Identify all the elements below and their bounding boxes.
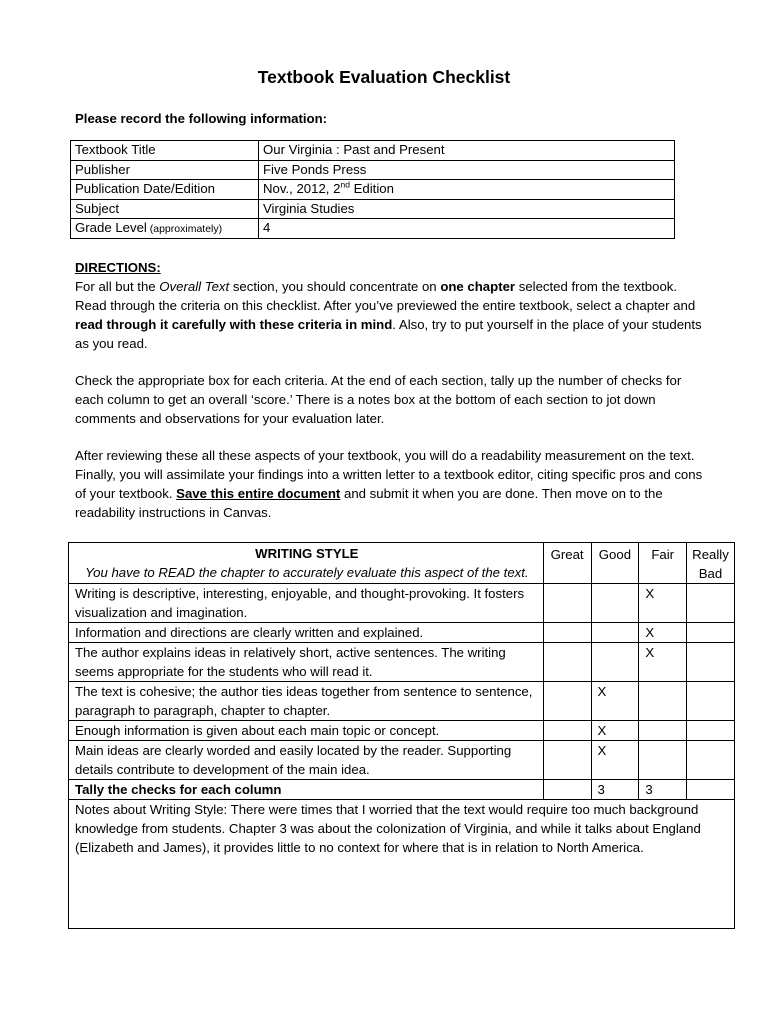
pubdate-text: Nov., 2012, 2 <box>263 181 341 197</box>
info-row-title <box>71 141 675 161</box>
writing-style-table <box>68 542 735 929</box>
dir-text: section, you should concentrate on <box>229 279 441 294</box>
checkbox-fair[interactable]: X <box>639 643 687 682</box>
grade-label-note: (approximately) <box>146 223 223 236</box>
notes-row <box>69 800 735 929</box>
checkbox-good[interactable]: X <box>591 741 639 780</box>
checkbox-fair[interactable] <box>639 741 687 780</box>
record-heading: Please record the following information: <box>75 111 328 126</box>
checkbox-good[interactable]: X <box>591 682 639 721</box>
info-label: Publication Date/Edition <box>71 180 259 200</box>
info-value: Virginia Studies <box>259 199 675 219</box>
info-label <box>71 219 259 239</box>
checkbox-really-bad[interactable] <box>687 721 735 741</box>
pubdate-edition: Edition <box>349 181 394 197</box>
checkbox-great[interactable] <box>543 741 591 780</box>
dir-text: After reviewing these all these aspects of your textbook, you will do a readability measurement on the text. Finally, you will assimilate your findings into a written letter to a textbook editor, citing specific pros and cons of your textbook. <box>75 448 703 501</box>
tally-good[interactable]: 3 <box>591 780 639 800</box>
info-row-subject <box>71 199 675 219</box>
info-row-publisher <box>71 160 675 180</box>
table-row <box>69 623 735 643</box>
writing-style-title: WRITING STYLE <box>255 546 359 561</box>
info-row-publication-date <box>71 180 675 200</box>
info-label: Subject <box>71 199 259 219</box>
table-row <box>69 584 735 623</box>
notes-field[interactable]: Notes about Writing Style: There were times that I worried that the text would require too much background knowledge from students. Chapter 3 was about the colonization of Virginia, and while it talks about England (Elizabeth and James), it provides little to no context for where that is in relation to North America. <box>69 800 735 929</box>
writing-style-heading-cell <box>69 543 544 584</box>
tally-great[interactable] <box>543 780 591 800</box>
checkbox-great[interactable] <box>543 623 591 643</box>
info-label: Publisher <box>71 160 259 180</box>
table-row <box>69 721 735 741</box>
info-value: Five Ponds Press <box>259 160 675 180</box>
column-header-fair: Fair <box>639 543 687 584</box>
checkbox-really-bad[interactable] <box>687 584 735 623</box>
writing-style-header-row <box>69 543 735 584</box>
criterion-cell: The author explains ideas in relatively short, active sentences. The writing seems appropriate for the students who will read it. <box>69 643 544 682</box>
column-header-good: Good <box>591 543 639 584</box>
checkbox-great[interactable] <box>543 721 591 741</box>
checkbox-really-bad[interactable] <box>687 682 735 721</box>
checkbox-fair[interactable] <box>639 721 687 741</box>
table-row <box>69 682 735 721</box>
checkbox-great[interactable] <box>543 584 591 623</box>
checkbox-good[interactable]: X <box>591 721 639 741</box>
tally-fair[interactable]: 3 <box>639 780 687 800</box>
info-value: 4 <box>259 219 675 239</box>
pubdate-ordinal: nd <box>340 179 350 190</box>
criterion-cell: Writing is descriptive, interesting, enjoyable, and thought-provoking. It fosters visualization and imagination. <box>69 584 544 623</box>
dir-italic: Overall Text <box>159 279 230 294</box>
tally-label: Tally the checks for each column <box>69 780 544 800</box>
directions-heading: DIRECTIONS: <box>75 260 161 275</box>
dir-text: . Also, try to put yourself in the place of your students as you read. <box>75 317 702 351</box>
checkbox-fair[interactable] <box>639 682 687 721</box>
tally-really-bad[interactable] <box>687 780 735 800</box>
criterion-cell: Information and directions are clearly written and explained. <box>69 623 544 643</box>
info-row-grade-level <box>71 219 675 239</box>
checkbox-really-bad[interactable] <box>687 643 735 682</box>
dir-bold: one chapter <box>440 279 516 294</box>
criterion-cell: The text is cohesive; the author ties ideas together from sentence to sentence, paragraph to paragraph, chapter to chapter. <box>69 682 544 721</box>
checkbox-fair[interactable]: X <box>639 584 687 623</box>
column-header-great: Great <box>543 543 591 584</box>
info-value <box>259 180 675 200</box>
criterion-cell: Enough information is given about each main topic or concept. <box>69 721 544 741</box>
checkbox-great[interactable] <box>543 682 591 721</box>
criterion-cell: Main ideas are clearly worded and easily located by the reader. Supporting details contribute to development of the main idea. <box>69 741 544 780</box>
info-value: Our Virginia : Past and Present <box>259 141 675 161</box>
dir-bold: read through it carefully with these criteria in mind <box>75 317 393 332</box>
checkbox-fair[interactable]: X <box>639 623 687 643</box>
checkbox-really-bad[interactable] <box>687 623 735 643</box>
directions-paragraph-3 <box>75 446 705 522</box>
dir-bold-underline: Save this entire document <box>176 486 341 501</box>
table-row <box>69 643 735 682</box>
directions-paragraph-2: Check the appropriate box for each criteria. At the end of each section, tally up the number of checks for each column to get an overall ‘score.’ There is a notes box at the bottom of each section to jot down comments and observations for your evaluation later. <box>75 373 682 426</box>
dir-text: For all but the <box>75 279 160 294</box>
dir-text: and submit it when you are done. Then move on to the readability instructions in Canvas. <box>75 486 663 520</box>
checkbox-good[interactable] <box>591 623 639 643</box>
tally-row <box>69 780 735 800</box>
grade-label-text: Grade Level <box>75 220 147 236</box>
table-row <box>69 741 735 780</box>
writing-style-subtitle: You have to READ the chapter to accurately evaluate this aspect of the text. <box>85 565 529 580</box>
checkbox-great[interactable] <box>543 643 591 682</box>
checkbox-good[interactable] <box>591 584 639 623</box>
directions-paragraph-1 <box>75 277 705 353</box>
checkbox-really-bad[interactable] <box>687 741 735 780</box>
textbook-info-table <box>70 140 675 239</box>
info-label: Textbook Title <box>71 141 259 161</box>
document-title: Textbook Evaluation Checklist <box>257 67 511 87</box>
column-header-really-bad: Really Bad <box>687 543 735 584</box>
checkbox-good[interactable] <box>591 643 639 682</box>
dir-text: selected from the textbook. Read through the criteria on this checklist. After you’ve previewed the entire textbook, select a chapter and <box>75 279 696 313</box>
directions-section <box>75 258 705 522</box>
